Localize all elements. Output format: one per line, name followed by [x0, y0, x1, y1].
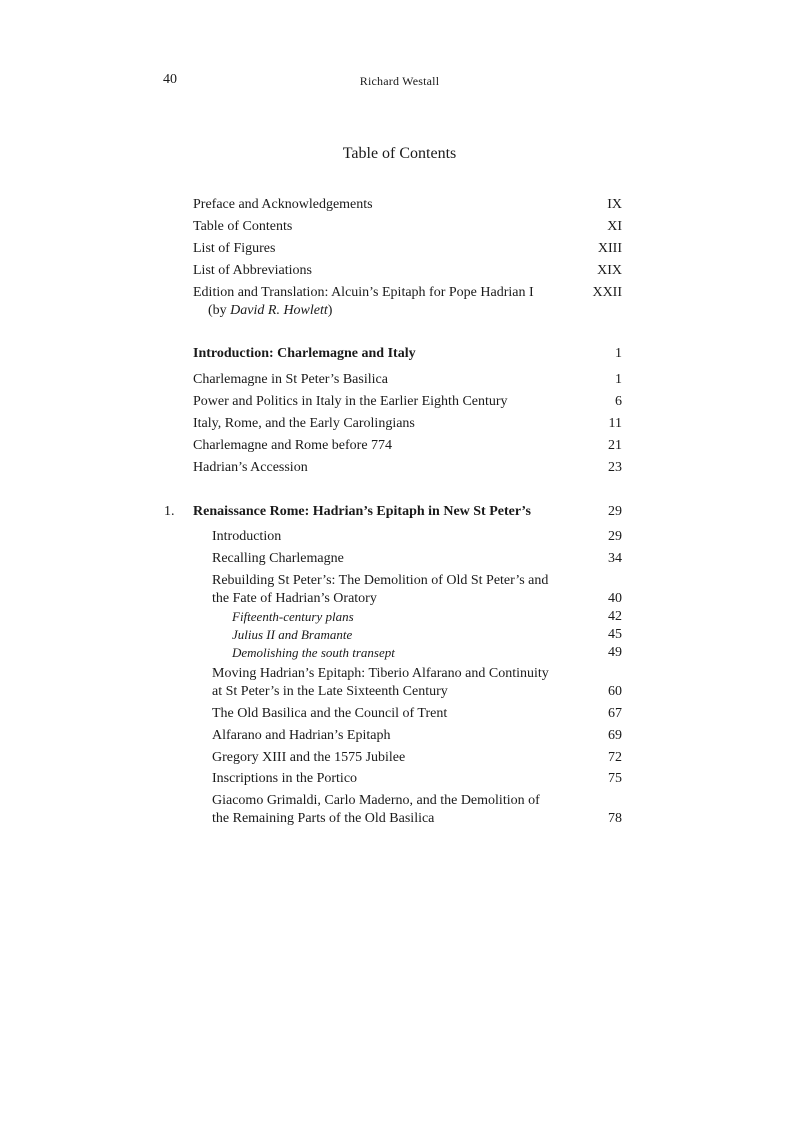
- page-ref: XIX: [597, 263, 622, 278]
- page-ref: IX: [607, 197, 622, 212]
- page-ref: 75: [608, 771, 622, 786]
- page-ref: 60: [608, 684, 622, 699]
- toc-entry-ch1-fifteenth-century: Fifteenth-century plans 42: [232, 609, 622, 624]
- page-ref: 6: [615, 394, 622, 409]
- toc-entry-ch1-julius: Julius II and Bramante 45: [232, 627, 622, 642]
- toc-entry-ch1-grimaldi: Giacomo Grimaldi, Carlo Maderno, and the Demolition of the Remaining Parts of the Old Basilica 78: [212, 793, 622, 826]
- toc-entry-intro-5: Hadrian’s Accession 23: [193, 460, 622, 475]
- page-ref: 29: [608, 529, 622, 544]
- page-ref: 40: [608, 591, 622, 606]
- page-ref: 29: [608, 504, 622, 519]
- author-name: David R. Howlett: [230, 303, 328, 318]
- chapter-number: 1.: [164, 504, 175, 519]
- page-ref: 49: [608, 645, 622, 660]
- toc-heading-introduction: Introduction: Charlemagne and Italy 1: [193, 346, 622, 361]
- page-ref: 78: [608, 811, 622, 826]
- toc-entry-ch1-old-basilica: The Old Basilica and the Council of Trent 67: [212, 706, 622, 721]
- toc-entry-ch1-gregory: Gregory XIII and the 1575 Jubilee 72: [212, 750, 622, 765]
- page-ref: 67: [608, 706, 622, 721]
- page-ref: 72: [608, 750, 622, 765]
- toc-entry-edition-translation: Edition and Translation: Alcuin’s Epitaph for Pope Hadrian I (by David R. Howlett) XXII: [193, 285, 622, 318]
- running-head: Richard Westall: [359, 74, 440, 88]
- page-ref: XIII: [597, 241, 622, 256]
- toc-entry-list-of-figures: List of Figures XIII: [193, 241, 622, 256]
- toc-entry-preface: Preface and Acknowledgements IX: [193, 197, 622, 212]
- page-ref: 45: [608, 627, 622, 642]
- page-ref: XI: [607, 219, 622, 234]
- page-ref: XXII: [592, 285, 622, 300]
- page-ref: 1: [615, 372, 622, 387]
- toc-entry-intro-4: Charlemagne and Rome before 774 21: [193, 438, 622, 453]
- toc-entry-table-of-contents: Table of Contents XI: [193, 219, 622, 234]
- toc-entry-ch1-rebuilding: Rebuilding St Peter’s: The Demolition of Old St Peter’s and the Fate of Hadrian’s Oratory 40: [212, 573, 622, 606]
- page-number: 40: [163, 72, 177, 87]
- toc-entry-ch1-demolishing: Demolishing the south transept 49: [232, 645, 622, 660]
- page-ref: 21: [608, 438, 622, 453]
- page-ref: 23: [608, 460, 622, 475]
- toc-title: Table of Contents: [342, 145, 457, 162]
- page-ref: 42: [608, 609, 622, 624]
- toc-entry-ch1-recalling: Recalling Charlemagne 34: [212, 551, 622, 566]
- toc-entry-list-of-abbreviations: List of Abbreviations XIX: [193, 263, 622, 278]
- toc-entry-ch1-alfarano: Alfarano and Hadrian’s Epitaph 69: [212, 728, 622, 743]
- page-ref: 34: [608, 551, 622, 566]
- page-ref: 69: [608, 728, 622, 743]
- toc-entry-ch1-inscriptions: Inscriptions in the Portico 75: [212, 771, 622, 786]
- toc-entry-ch1-introduction: Introduction 29: [212, 529, 622, 544]
- toc-entry-intro-2: Power and Politics in Italy in the Earlier Eighth Century 6: [193, 394, 622, 409]
- page-ref: 1: [615, 346, 622, 361]
- toc-entry-intro-1: Charlemagne in St Peter’s Basilica 1: [193, 372, 622, 387]
- toc-entry-ch1-moving: Moving Hadrian’s Epitaph: Tiberio Alfarano and Continuity at St Peter’s in the Late Sixteenth Century 60: [212, 666, 622, 699]
- toc-entry-intro-3: Italy, Rome, and the Early Carolingians 11: [193, 416, 622, 431]
- toc-heading-chapter-1: 1. Renaissance Rome: Hadrian’s Epitaph in New St Peter’s 29: [164, 504, 622, 519]
- page-ref: 11: [608, 416, 622, 431]
